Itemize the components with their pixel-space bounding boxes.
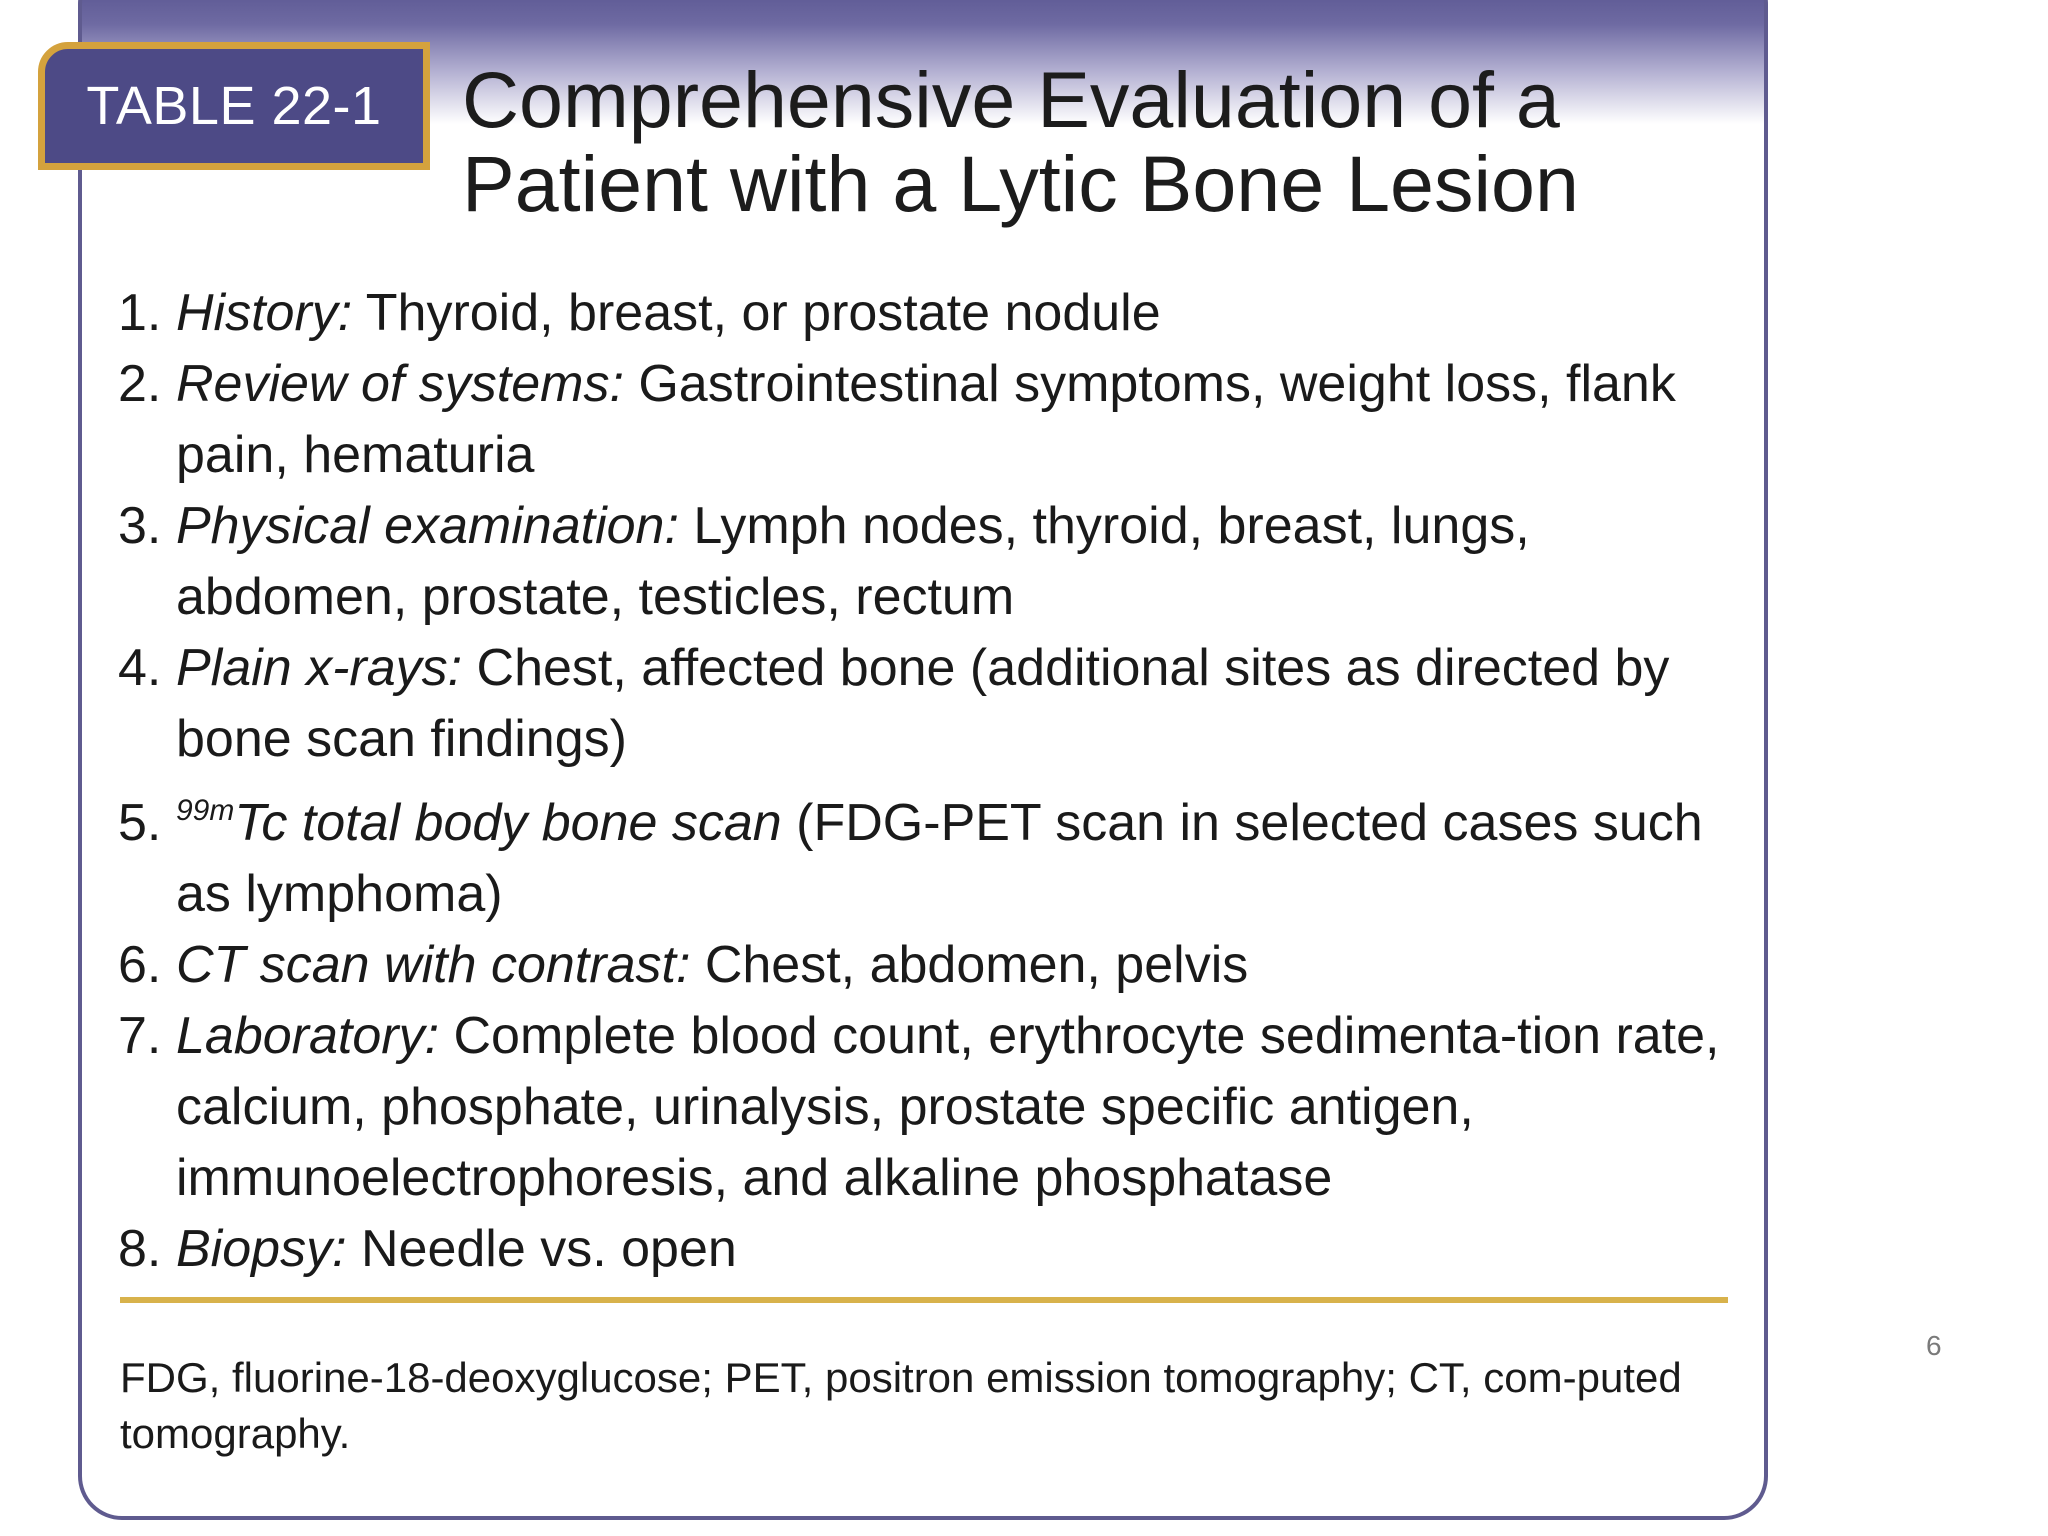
item-number: 6. <box>118 936 162 994</box>
table-number-badge: TABLE 22-1 <box>38 42 430 170</box>
item-label: Physical examination: <box>176 497 679 555</box>
item-label: Laboratory: <box>176 1007 440 1065</box>
item-label: CT scan with contrast: <box>176 936 691 994</box>
list-item <box>118 278 1758 349</box>
item-number: 4. <box>118 639 162 697</box>
isotope-superscript: 99m <box>176 794 235 827</box>
item-text: Complete blood count, erythrocyte sedimenta-tion rate, calcium, phosphate, urinalysis, prostate specific antigen, immunoelectrophoresis, and alkaline phosphatase <box>176 1007 1720 1207</box>
item-text: (FDG-PET scan in selected cases such as lymphoma) <box>176 794 1703 923</box>
item-number: 8. <box>118 1220 162 1278</box>
item-number: 5. <box>118 794 162 852</box>
item-text: Chest, abdomen, pelvis <box>690 936 1249 994</box>
list-item <box>118 1001 1758 1214</box>
evaluation-list <box>118 278 1758 1285</box>
item-number: 3. <box>118 497 162 555</box>
table-title <box>462 55 1722 228</box>
footnote-divider <box>120 1297 1728 1303</box>
item-text: Chest, affected bone (additional sites as directed by bone scan findings) <box>176 639 1670 768</box>
list-item <box>118 930 1758 1001</box>
item-text: Gastrointestinal symptoms, weight loss, flank pain, hematuria <box>176 355 1676 484</box>
item-number: 1. <box>118 284 162 342</box>
list-item <box>118 491 1758 633</box>
list-item <box>118 349 1758 491</box>
item-label: History: <box>176 284 353 342</box>
table-footnote: FDG, fluorine-18-deoxyglucose; PET, positron emission tomography; CT, com-puted tomography. <box>120 1354 1682 1457</box>
title-line-2: Patient with a Lytic Bone Lesion <box>462 139 1579 228</box>
item-text: Lymph nodes, thyroid, breast, lungs, abdomen, prostate, testicles, rectum <box>176 497 1530 626</box>
item-number: 7. <box>118 1007 162 1065</box>
item-label: Review of systems: <box>176 355 624 413</box>
item-label: Tc total body bone scan <box>234 794 782 852</box>
item-text: Needle vs. open <box>346 1220 737 1278</box>
list-item <box>118 775 1758 930</box>
item-label: Plain x-rays: <box>176 639 463 697</box>
list-item <box>118 1214 1758 1285</box>
item-text: Thyroid, breast, or prostate nodule <box>352 284 1161 342</box>
item-number: 2. <box>118 355 162 413</box>
title-line-1: Comprehensive Evaluation of a <box>462 55 1560 144</box>
page-number: 6 <box>1926 1330 1942 1361</box>
item-label: Biopsy: <box>176 1220 347 1278</box>
list-item <box>118 633 1758 775</box>
